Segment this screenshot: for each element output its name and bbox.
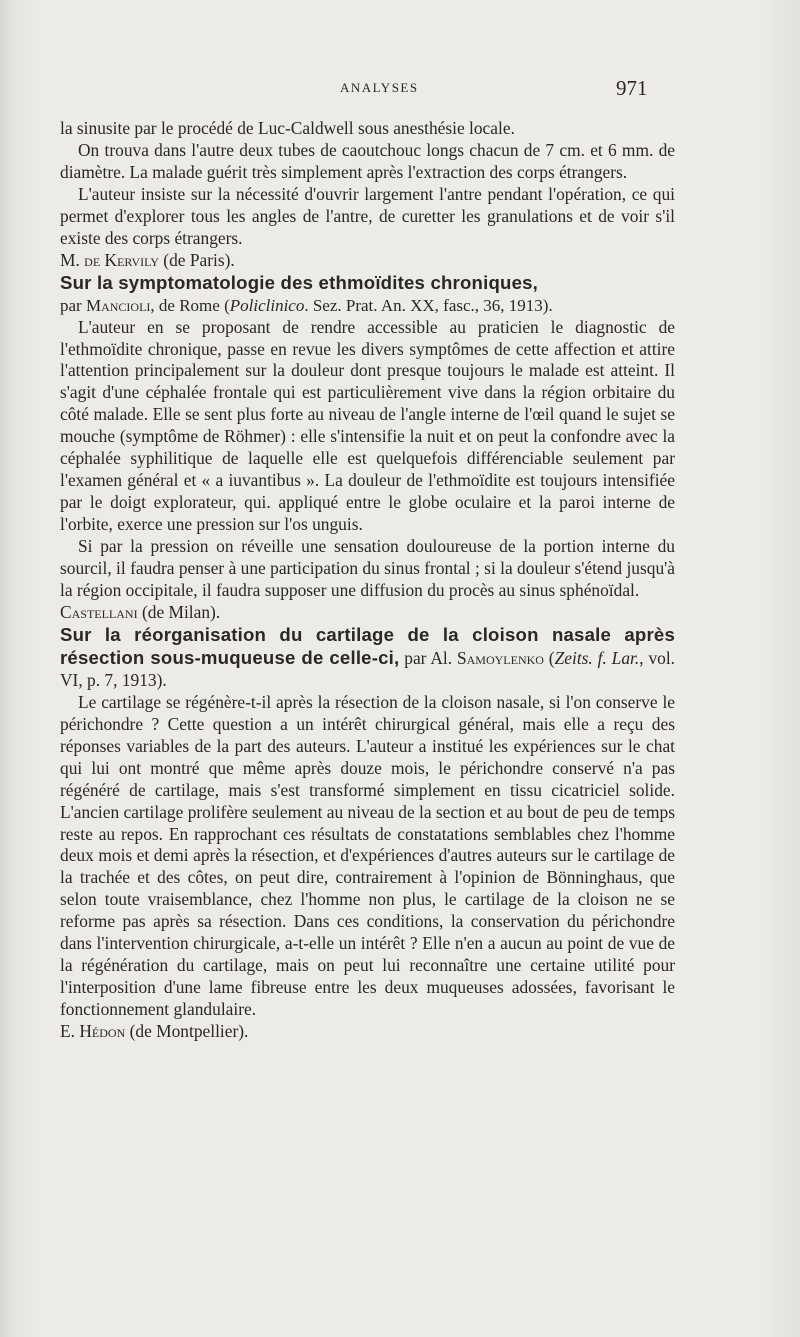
- signature-particle: de: [84, 249, 101, 270]
- page-body: [60, 118, 675, 1043]
- signature-initial: E.: [60, 1021, 75, 1042]
- page-number: 971: [616, 76, 648, 100]
- article-title: Sur la symptomatologie des ethmoïdites chroniques,: [60, 271, 539, 293]
- signature-initial: M.: [60, 249, 80, 270]
- citation-prefix: par: [60, 295, 86, 315]
- article-heading: [60, 272, 675, 317]
- citation-suffix: . Sez. Prat. An. XX, fasc., 36, 1913).: [304, 295, 553, 315]
- citation-author: Samoylenko: [456, 647, 544, 668]
- citation-journal: Policlinico: [229, 295, 305, 315]
- signature-place: (de Montpellier).: [129, 1021, 249, 1042]
- page-header: [0, 78, 800, 108]
- article-heading: [60, 624, 675, 692]
- paragraph: Le cartilage se régénère-t-il après la résection de la cloison nasale, si l'on conserve le périchondre ? Cette question a un intérêt chirurgical général, mais elle a reçu des réponses variables de la part des auteurs. L'auteur a institué les expériences sur le chat qui lui ont montré que même après douze mois, le périchondre conservé n'a pas régénéré de cartilage, mais s'est transformé simplement en tissu cicatriciel solide. L'ancien cartilage prolifère seulement au niveau de la section et au bout de peu de temps reste au repos. En rapprochant ces résultats de constatations semblables chez l'homme deux mois et demi après la résection, et d'expériences d'autres auteurs sur le cartilage de la trachée et des côtes, on peut dire, contrairement à l'opinion de Bönninghaus, que selon toute vraisemblance, chez l'homme non plus, le cartilage de la cloison ne se reforme pas après sa résection. Dans ces conditions, la conservation du périchondre dans l'intervention chirurgicale, a-t-elle un intérêt ? Elle n'en a aucun au point de vue de la régénération du cartilage, mais on peut lui reconnaître une certaine utilité pour l'interposition d'une lame fibreuse entre les deux muqueuses adossées, favorisant le fonctionnement glandulaire.: [60, 691, 675, 1020]
- paragraph: L'auteur insiste sur la nécessité d'ouvrir largement l'antre pendant l'opération, ce qui permet d'explorer tous les angles de l'antre, de curetter les granulations et de voir s'il existe des corps étrangers.: [60, 183, 675, 248]
- citation-prefix: par Al.: [399, 647, 457, 668]
- citation-author: Mancioli: [85, 295, 151, 315]
- citation-journal: Zeits. f. Lar.: [554, 647, 640, 668]
- signature-place: (de Paris).: [163, 249, 235, 270]
- article-citation: [60, 296, 553, 315]
- signature-place: (de Milan).: [141, 601, 221, 622]
- author-signature: [60, 1021, 675, 1043]
- article-title: Sur la réorganisation du cartilage de la cloison nasale après résection sous-muqueuse de celle-ci,: [60, 623, 675, 668]
- author-signature: [60, 250, 675, 272]
- citation-middle: (: [543, 647, 555, 668]
- paragraph: L'auteur en se proposant de rendre accessible au praticien le diagnostic de l'ethmoïdite chronique, passe en revue les divers symptômes de cette affection et attire l'attention principalement sur la douleur dont presque toujours le malade est atteint. Il s'agit d'une céphalée frontale qui est particulièrement vive dans la région orbitaire du côté malade. Elle se sent plus forte au niveau de l'angle interne de l'œil quand le sujet se mouche (symptôme de Röhmer) : elle s'intensifie la nuit et on peut la confondre avec la céphalée syphilitique de laquelle elle est quelquefois différenciable seulement par l'examen général et « a iuvantibus ». La douleur de l'ethmoïdite est toujours intensifiée par le doigt explorateur, qui. appliqué entre le globe oculaire et la paroi interne de l'orbite, exerce une pression sur l'os unguis.: [60, 316, 675, 535]
- paragraph: Si par la pression on réveille une sensation douloureuse de la portion interne du sourcil, il faudra penser à une participation du sinus frontal ; si la douleur s'étend jusqu'à la région occipitale, il faudra supposer une diffusion du procès au sinus sphénoïdal.: [60, 536, 675, 601]
- author-signature: [60, 602, 675, 624]
- paragraph: la sinusite par le procédé de Luc-Caldwell sous anesthésie locale.: [60, 118, 515, 138]
- signature-name: Hédon: [79, 1021, 126, 1042]
- citation-middle: , de Rome (: [150, 295, 230, 315]
- paragraph: On trouva dans l'autre deux tubes de caoutchouc longs chacun de 7 cm. et 6 mm. de diamètre. La malade guérit très simplement après l'extraction des corps étrangers.: [60, 139, 675, 182]
- signature-name: Castellani: [60, 601, 138, 622]
- signature-name: Kervily: [104, 249, 159, 270]
- running-title: ANALYSES: [340, 80, 419, 95]
- citation-suffix: , vol. VI, p. 7, 1913).: [60, 647, 676, 690]
